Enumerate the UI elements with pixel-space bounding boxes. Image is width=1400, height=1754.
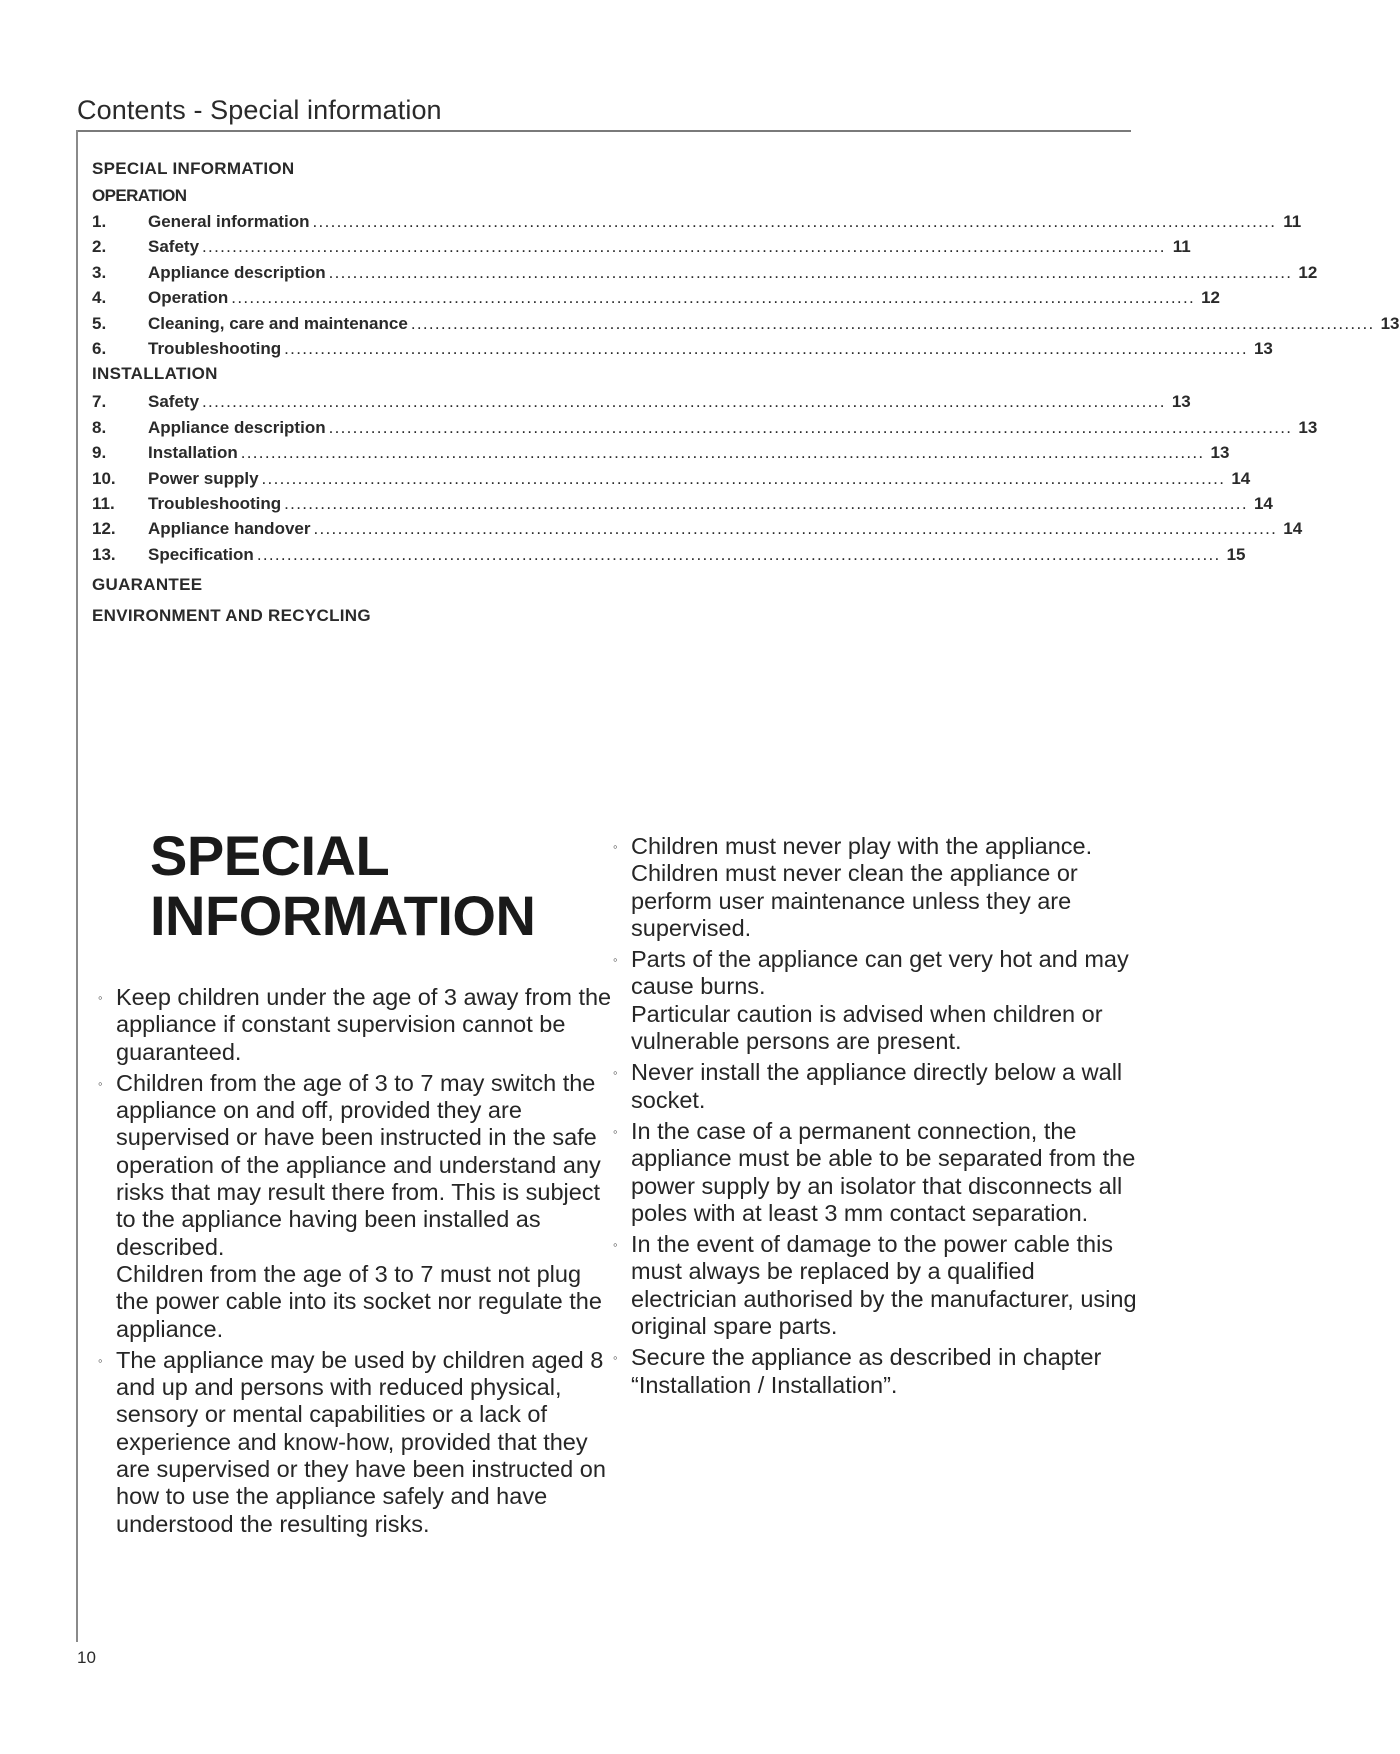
toc-entry[interactable] <box>92 311 1400 336</box>
bullet-item <box>613 833 1142 942</box>
bullet-circle-icon: ◦ <box>613 1123 618 1139</box>
toc-entry-page: 14 <box>1231 468 1251 488</box>
toc-entry-number: 11. <box>92 493 115 513</box>
toc-entry-page: 14 <box>1283 519 1303 539</box>
toc-entry-page: 12 <box>1298 262 1318 282</box>
toc-entry-number: 2. <box>92 237 107 257</box>
toc-entry-page: 14 <box>1253 493 1273 513</box>
toc-leader-dots: ................................................................................................................................................................ <box>261 468 1226 488</box>
toc-entry[interactable] <box>92 336 1273 361</box>
toc-entry[interactable] <box>92 440 1230 465</box>
header-divider <box>76 130 1131 132</box>
bullet-text: The appliance may be used by children aged 8 and up and persons with reduced physical, sensory or mental capabilities or a lack of experience and know-how, provided that they are supervised or they have been instructed on how to use the appliance safely and have understood the resulting risks. <box>116 1346 606 1537</box>
bullet-item <box>613 1231 1142 1340</box>
toc-entry-number: 6. <box>92 338 107 358</box>
toc-operation-list <box>92 209 1400 361</box>
toc-entry[interactable] <box>92 415 1318 440</box>
toc-entry-number: 13. <box>92 544 116 564</box>
toc-entry-label: Appliance description <box>148 417 326 437</box>
toc-operation-heading[interactable]: OPERATION <box>92 186 187 205</box>
toc-entry-label: Appliance handover <box>148 519 311 539</box>
toc-entry-label: Troubleshooting <box>148 338 282 358</box>
toc-leader-dots: ................................................................................................................................................................ <box>256 544 1221 564</box>
toc-entry-page: 13 <box>1380 313 1400 333</box>
toc-entry[interactable] <box>92 285 1220 310</box>
toc-entry-page: 12 <box>1201 288 1220 308</box>
toc-entry-number: 7. <box>92 392 107 412</box>
bullet-text: Parts of the appliance can get very hot and may cause burns. <box>631 946 1129 1000</box>
bullet-circle-icon: ◦ <box>613 839 618 854</box>
bullet-circle-icon: ◦ <box>613 1237 618 1253</box>
right-column-bullets <box>613 833 1142 1403</box>
bullet-circle-icon: ◦ <box>613 1350 618 1366</box>
toc-entry-number: 10. <box>92 468 116 488</box>
toc-leader-dots: ................................................................................................................................................................ <box>313 519 1278 539</box>
toc-leader-dots: ................................................................................................................................................................ <box>312 212 1277 231</box>
bullet-item <box>613 946 1142 1055</box>
toc-entry-page: 15 <box>1226 544 1246 564</box>
bullet-text: Keep children under the age of 3 away from the appliance if constant supervision cannot be guaranteed. <box>116 984 612 1065</box>
toc-entry-label: General information <box>148 212 310 231</box>
bullet-text: Children from the age of 3 to 7 must not plug the power cable into its socket nor regulate the appliance. <box>116 1260 602 1342</box>
toc-leader-dots: ................................................................................................................................................................ <box>202 392 1166 412</box>
toc-entry-page: 13 <box>1210 443 1230 463</box>
toc-entry-page: 11 <box>1172 237 1191 257</box>
bullet-item <box>98 984 617 1066</box>
toc-entry-label: Troubleshooting <box>148 493 282 513</box>
toc-entry[interactable] <box>92 491 1273 516</box>
bullet-text: In the case of a permanent connection, the appliance must be able to be separated from the power supply by an isolator that disconnects all poles with at least 3 mm contact separation. <box>631 1117 1136 1226</box>
bullet-circle-icon: ◦ <box>613 1065 618 1081</box>
toc-entry-label: Power supply <box>148 468 259 488</box>
toc-entry-number: 8. <box>92 417 107 437</box>
toc-entry-label: Safety <box>148 392 200 412</box>
toc-entry[interactable] <box>92 516 1303 541</box>
toc-leader-dots: ................................................................................................................................................................ <box>240 443 1205 463</box>
toc-entry[interactable] <box>92 466 1251 491</box>
bullet-circle-icon: ◦ <box>98 1352 103 1368</box>
toc-entry[interactable] <box>92 389 1191 414</box>
bullet-item <box>613 1344 1142 1399</box>
section-title-line-1: SPECIAL <box>150 824 390 887</box>
page-header-title: Contents - Special information <box>77 95 442 125</box>
toc-entry-label: Appliance description <box>148 262 326 282</box>
toc-entry-page: 13 <box>1171 392 1191 412</box>
bullet-text: Children from the age of 3 to 7 may switch the appliance on and off, provided they are supervised or have been instructed in the safe operation of the appliance and understand any risks that may result there from. This is subject to the appliance having been installed as described. <box>116 1069 601 1260</box>
toc-installation-heading[interactable]: INSTALLATION <box>92 364 218 384</box>
bullet-circle-icon: ◦ <box>613 952 618 968</box>
table-of-contents <box>92 159 1400 626</box>
bullet-text: In the event of damage to the power cable this must always be replaced by a qualified electrician authorised by the manufacturer, using original spare parts. <box>631 1231 1137 1340</box>
left-column-bullets <box>98 984 617 1542</box>
toc-entry-label: Installation <box>148 443 238 463</box>
section-title <box>150 826 535 946</box>
toc-entry-label: Cleaning, care and maintenance <box>148 313 408 333</box>
toc-leader-dots: ................................................................................................................................................................ <box>328 417 1293 437</box>
toc-leader-dots: ................................................................................................................................................................ <box>284 338 1248 358</box>
bullet-circle-icon: ◦ <box>98 990 103 1005</box>
toc-entry-number: 1. <box>92 212 107 231</box>
toc-entry-label: Specification <box>148 544 254 564</box>
toc-installation-list <box>92 389 1318 567</box>
bullet-text: Secure the appliance as described in chapter “Installation / Installation”. <box>631 1344 1102 1398</box>
toc-environment-heading[interactable]: ENVIRONMENT AND RECYCLING <box>92 606 371 626</box>
toc-leader-dots: ................................................................................................................................................................ <box>328 262 1293 282</box>
toc-entry-number: 3. <box>92 262 107 282</box>
toc-entry-page: 11 <box>1283 212 1302 231</box>
toc-entry[interactable] <box>92 542 1246 567</box>
toc-entry[interactable] <box>92 209 1302 234</box>
bullet-text: Never install the appliance directly below a wall socket. <box>631 1059 1123 1113</box>
toc-entry-label: Safety <box>148 237 200 257</box>
left-margin-rule <box>76 130 78 1642</box>
toc-entry-number: 9. <box>92 443 107 463</box>
toc-entry[interactable] <box>92 260 1318 285</box>
toc-guarantee-heading[interactable]: GUARANTEE <box>92 575 203 595</box>
toc-leader-dots: ................................................................................................................................................................ <box>284 493 1248 513</box>
bullet-text: Children must never play with the appliance. Children must never clean the appliance or perform user maintenance unless they are supervised. <box>631 833 1093 941</box>
bullet-item <box>98 1069 617 1343</box>
bullet-item <box>613 1059 1142 1114</box>
page-number: 10 <box>77 1648 96 1667</box>
toc-entry-number: 5. <box>92 313 107 333</box>
toc-leader-dots: ................................................................................................................................................................ <box>202 237 1166 257</box>
toc-special-information-heading[interactable]: SPECIAL INFORMATION <box>92 159 295 178</box>
toc-entry-label: Operation <box>148 288 229 308</box>
section-title-line-2: INFORMATION <box>150 884 536 947</box>
bullet-circle-icon: ◦ <box>98 1075 103 1091</box>
toc-entry-page: 13 <box>1253 338 1273 358</box>
toc-leader-dots: ................................................................................................................................................................ <box>410 313 1375 333</box>
toc-leader-dots: ................................................................................................................................................................ <box>231 288 1195 308</box>
toc-entry-page: 13 <box>1298 417 1318 437</box>
bullet-text: Particular caution is advised when children or vulnerable persons are present. <box>631 1000 1103 1055</box>
bullet-item <box>98 1346 617 1538</box>
toc-entry-number: 12. <box>92 519 116 539</box>
toc-entry[interactable] <box>92 234 1191 259</box>
toc-entry-number: 4. <box>92 288 107 308</box>
bullet-item <box>613 1117 1142 1227</box>
